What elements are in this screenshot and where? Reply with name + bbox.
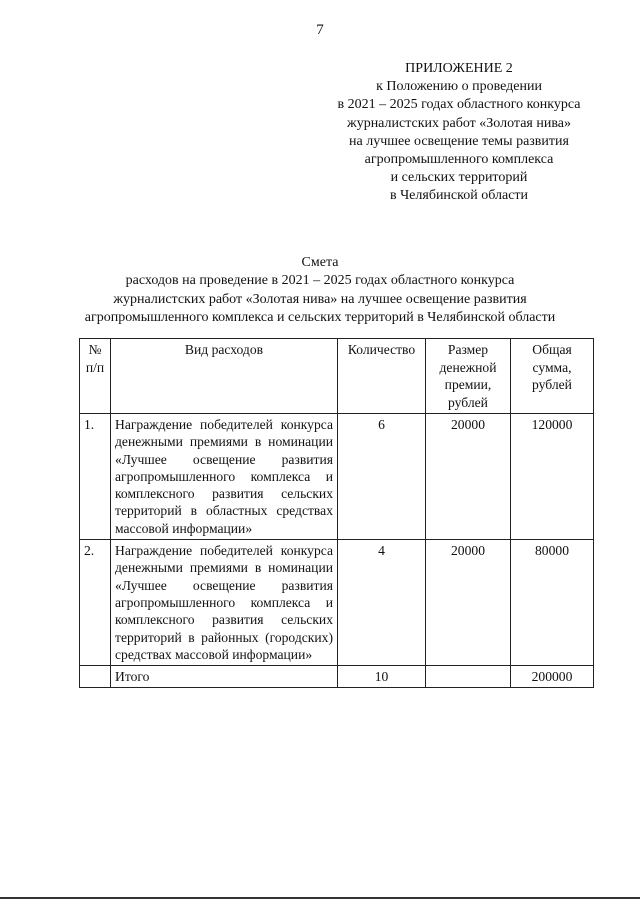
total-row xyxy=(80,666,594,688)
row-number: 2. xyxy=(80,540,111,666)
appendix-line: и сельских территорий xyxy=(390,170,528,186)
row-total: 80000 xyxy=(511,540,594,666)
appendix-line: к Положению о проведении xyxy=(376,79,542,95)
header-prize-amount: Размер денежной премии, рублей xyxy=(426,339,511,414)
total-row-sum: 200000 xyxy=(511,666,594,688)
appendix-title: ПРИЛОЖЕНИЕ 2 xyxy=(405,61,513,76)
row-description: Награждение победителей конкурса денежными премиями в номинации «Лучшее освещение развития агропромышленного комплекса и комплексного развития сельских территорий в районных (городских) средствах массовой информации» xyxy=(111,540,338,666)
header-expense-type: Вид расходов xyxy=(111,339,338,414)
estimate-table xyxy=(79,338,594,688)
row-prize: 20000 xyxy=(426,540,511,666)
row-quantity: 6 xyxy=(338,414,426,540)
estimate-title: Смета xyxy=(301,255,339,270)
total-row-label: Итого xyxy=(111,666,338,688)
page-number: 7 xyxy=(316,22,324,38)
header-number: № п/п xyxy=(80,339,111,414)
total-row-prize xyxy=(426,666,511,688)
table-row xyxy=(80,414,594,540)
table-header-row xyxy=(80,339,594,414)
total-row-quantity: 10 xyxy=(338,666,426,688)
page-bottom-divider xyxy=(0,897,640,899)
estimate-subtitle-line: агропромышленного комплекса и сельских территорий в Челябинской области xyxy=(84,310,556,326)
header-total-sum: Общая сумма, рублей xyxy=(511,339,594,414)
appendix-line: агропромышленного комплекса xyxy=(364,152,554,168)
row-number: 1. xyxy=(80,414,111,540)
appendix-line: в 2021 – 2025 годах областного конкурса xyxy=(337,97,581,113)
appendix-block xyxy=(300,60,618,206)
estimate-subtitle-line: журналистских работ «Золотая нива» на лучшее освещение развития xyxy=(113,291,527,307)
appendix-line: журналистских работ «Золотая нива» xyxy=(347,115,571,131)
estimate-heading xyxy=(0,254,640,328)
row-prize: 20000 xyxy=(426,414,511,540)
header-quantity: Количество xyxy=(338,339,426,414)
row-total: 120000 xyxy=(511,414,594,540)
table-row xyxy=(80,540,594,666)
total-row-number xyxy=(80,666,111,688)
appendix-line: в Челябинской области xyxy=(389,188,529,204)
row-quantity: 4 xyxy=(338,540,426,666)
row-description: Награждение победителей конкурса денежными премиями в номинации «Лучшее освещение развития агропромышленного комплекса и комплексного развития сельских территорий в областных средствах массовой информации» xyxy=(111,414,338,540)
appendix-line: на лучшее освещение темы развития xyxy=(349,133,569,149)
estimate-subtitle-line: расходов на проведение в 2021 – 2025 годах областного конкурса xyxy=(125,273,515,289)
